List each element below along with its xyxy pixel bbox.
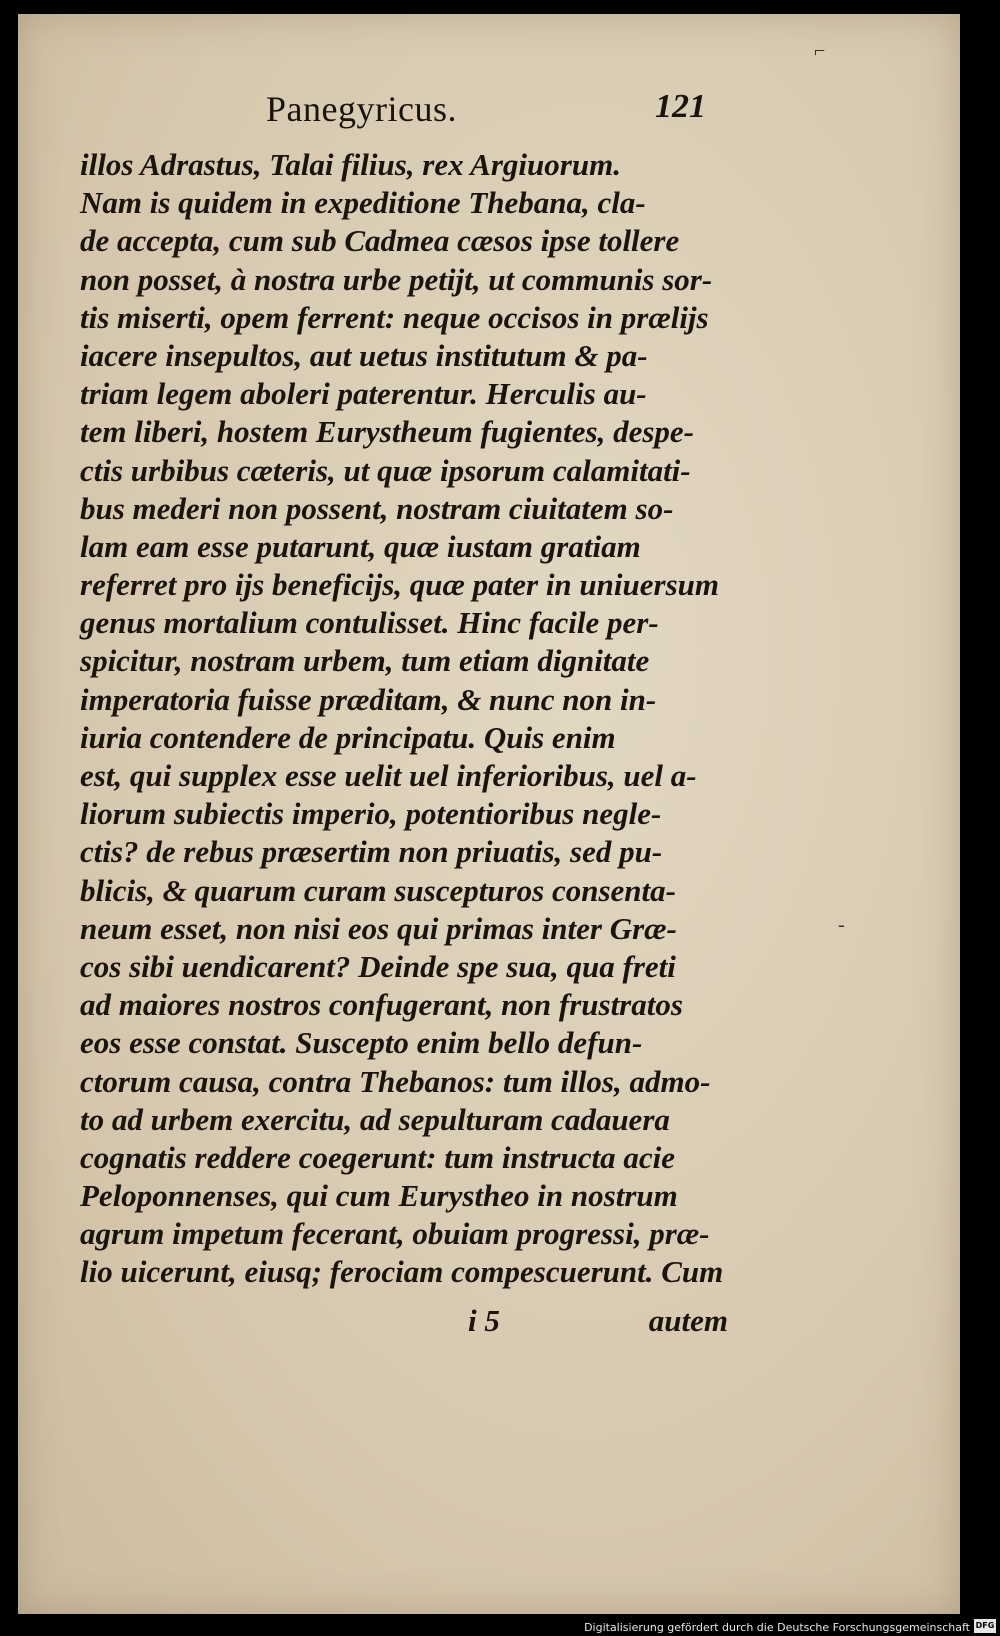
book-page xyxy=(18,14,960,1614)
text-line: agrum impetum fecerant, obuiam progressi, præ- xyxy=(80,1216,710,1252)
text-line: iacere insepultos, aut uetus institutum & pa- xyxy=(80,337,648,373)
text-line: spicitur, nostram urbem, tum etiam dignitate xyxy=(80,643,650,679)
text-line: referret pro ijs beneficijs, quæ pater in uniuersum xyxy=(80,567,719,603)
signature-mark: i 5 xyxy=(468,1303,500,1338)
text-line: bus mederi non possent, nostram ciuitatem so- xyxy=(80,490,674,526)
text-line: ctis? de rebus præsertim non priuatis, sed pu- xyxy=(80,834,663,870)
text-line: illos Adrastus, Talai filius, rex Argiuorum. xyxy=(80,147,621,182)
margin-mark: - xyxy=(838,914,845,936)
text-line: tis miserti, opem ferrent: neque occisos in prælijs xyxy=(80,299,709,335)
margin-mark: ⌐ xyxy=(814,40,826,62)
running-title: Panegyricus. xyxy=(266,89,457,129)
text-line: to ad urbem exercitu, ad sepulturam cadauera xyxy=(80,1101,670,1137)
text-line: cos sibi uendicarent? Deinde spe sua, qua freti xyxy=(80,948,676,984)
footer-line xyxy=(468,1303,728,1343)
text-line: est, qui supplex esse uelit uel inferioribus, uel a- xyxy=(80,758,697,793)
digitization-credit: Digitalisierung gefördert durch die Deutsche Forschungsgemeinschaft xyxy=(584,1621,970,1634)
running-head xyxy=(266,88,706,138)
text-line: triam legem aboleri paterentur. Herculis au- xyxy=(80,376,647,412)
text-line: neum esset, non nisi eos qui primas inter Græ- xyxy=(80,910,677,946)
text-line: genus mortalium contulisset. Hinc facile per- xyxy=(80,605,659,641)
text-line: cognatis reddere coegerunt: tum instructa acie xyxy=(80,1139,676,1175)
text-line: lio uicerunt, eiusq; ferociam compescuerunt. Cum xyxy=(80,1254,724,1290)
text-line: blicis, & quarum curam suscepturos consenta- xyxy=(80,872,676,908)
footer-bar xyxy=(0,1614,1000,1636)
dfg-logo-icon: DFG xyxy=(974,1619,996,1633)
text-line: tem liberi, hostem Eurystheum fugientes, despe- xyxy=(80,414,694,450)
catchword: autem xyxy=(648,1303,728,1338)
text-line: eos esse constat. Suscepto enim bello defun- xyxy=(80,1025,643,1061)
text-line: imperatoria fuisse præditam, & nunc non in- xyxy=(80,681,657,717)
text-line: liorum subiectis imperio, potentioribus negle- xyxy=(80,796,662,832)
text-line: Nam is quidem in expeditione Thebana, cla- xyxy=(80,185,646,221)
text-line: non posset, à nostra urbe petijt, ut communis sor- xyxy=(80,261,713,297)
text-line: ad maiores nostros confugerant, non frustratos xyxy=(80,987,683,1023)
text-line: de accepta, cum sub Cadmea cæsos ipse tollere xyxy=(80,223,680,259)
text-line: ctis urbibus cæteris, ut quæ ipsorum calamitati- xyxy=(80,452,691,488)
text-line: ctorum causa, contra Thebanos: tum illos, admo- xyxy=(80,1063,711,1099)
text-line: Peloponnenses, qui cum Eurystheo in nostrum xyxy=(80,1178,678,1214)
text-block xyxy=(80,146,724,1292)
text-line: lam eam esse putarunt, quæ iustam gratiam xyxy=(80,528,641,564)
text-line: iuria contendere de principatu. Quis enim xyxy=(80,719,616,755)
page-number: 121 xyxy=(655,88,706,125)
